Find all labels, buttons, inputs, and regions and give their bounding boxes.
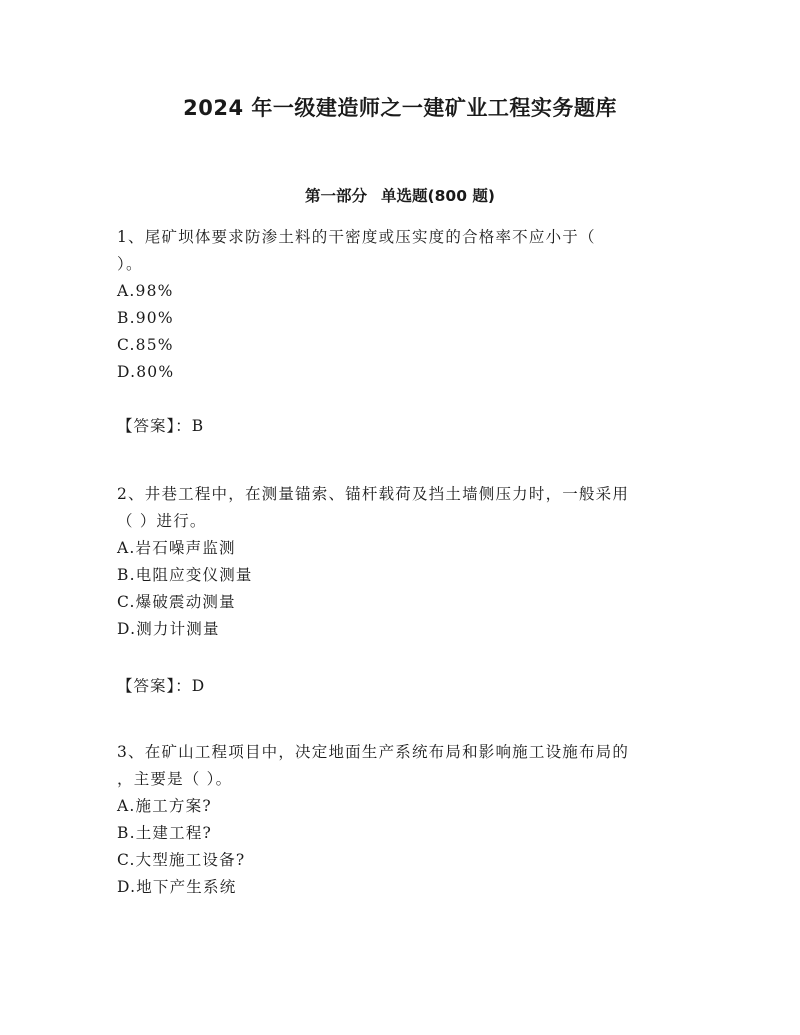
question-stem-line: （ ）进行。 [117,512,207,530]
option-d: D.测力计测量 [117,620,220,638]
answer-label: 【答案】： [117,677,192,695]
option-a: A.岩石噪声监测 [117,539,236,557]
option-b: B.土建工程? [117,824,213,842]
option-c: C.爆破震动测量 [117,593,236,611]
option-a: A.98% [117,282,174,300]
question-stem-line: 2、井巷工程中，在测量锚索、锚杆载荷及挡土墙侧压力时，一般采用 [117,485,630,503]
question-stem-line: ，主要是（ ）。 [117,770,233,788]
section-part: 第一部分 [305,187,368,205]
option-d: D.80% [117,363,175,381]
question-stem-line: 1、尾矿坝体要求防渗土料的干密度或压实度的合格率不应小于（ [117,228,596,246]
option-b: B.90% [117,309,174,327]
option-a: A.施工方案? [117,797,212,815]
answer-line [117,676,205,696]
option-d: D.地下产生系统 [117,878,237,896]
question-stem-line: ）。 [117,255,143,273]
answer-value: B [191,417,205,435]
answer-value: D [191,677,206,695]
option-c: C.85% [117,336,174,354]
answer-label: 【答案】： [117,417,192,435]
document-title: 2024 年一级建造师之一建矿业工程实务题库 [183,96,617,120]
option-b: B.电阻应变仪测量 [117,566,253,584]
option-c: C.大型施工设备? [117,851,246,869]
answer-line [117,416,204,436]
section-name: 单选题(800 题) [381,187,495,205]
question-stem-line: 3、在矿山工程项目中，决定地面生产系统布局和影响施工设施布局的 [117,743,630,761]
section-heading [0,184,800,206]
